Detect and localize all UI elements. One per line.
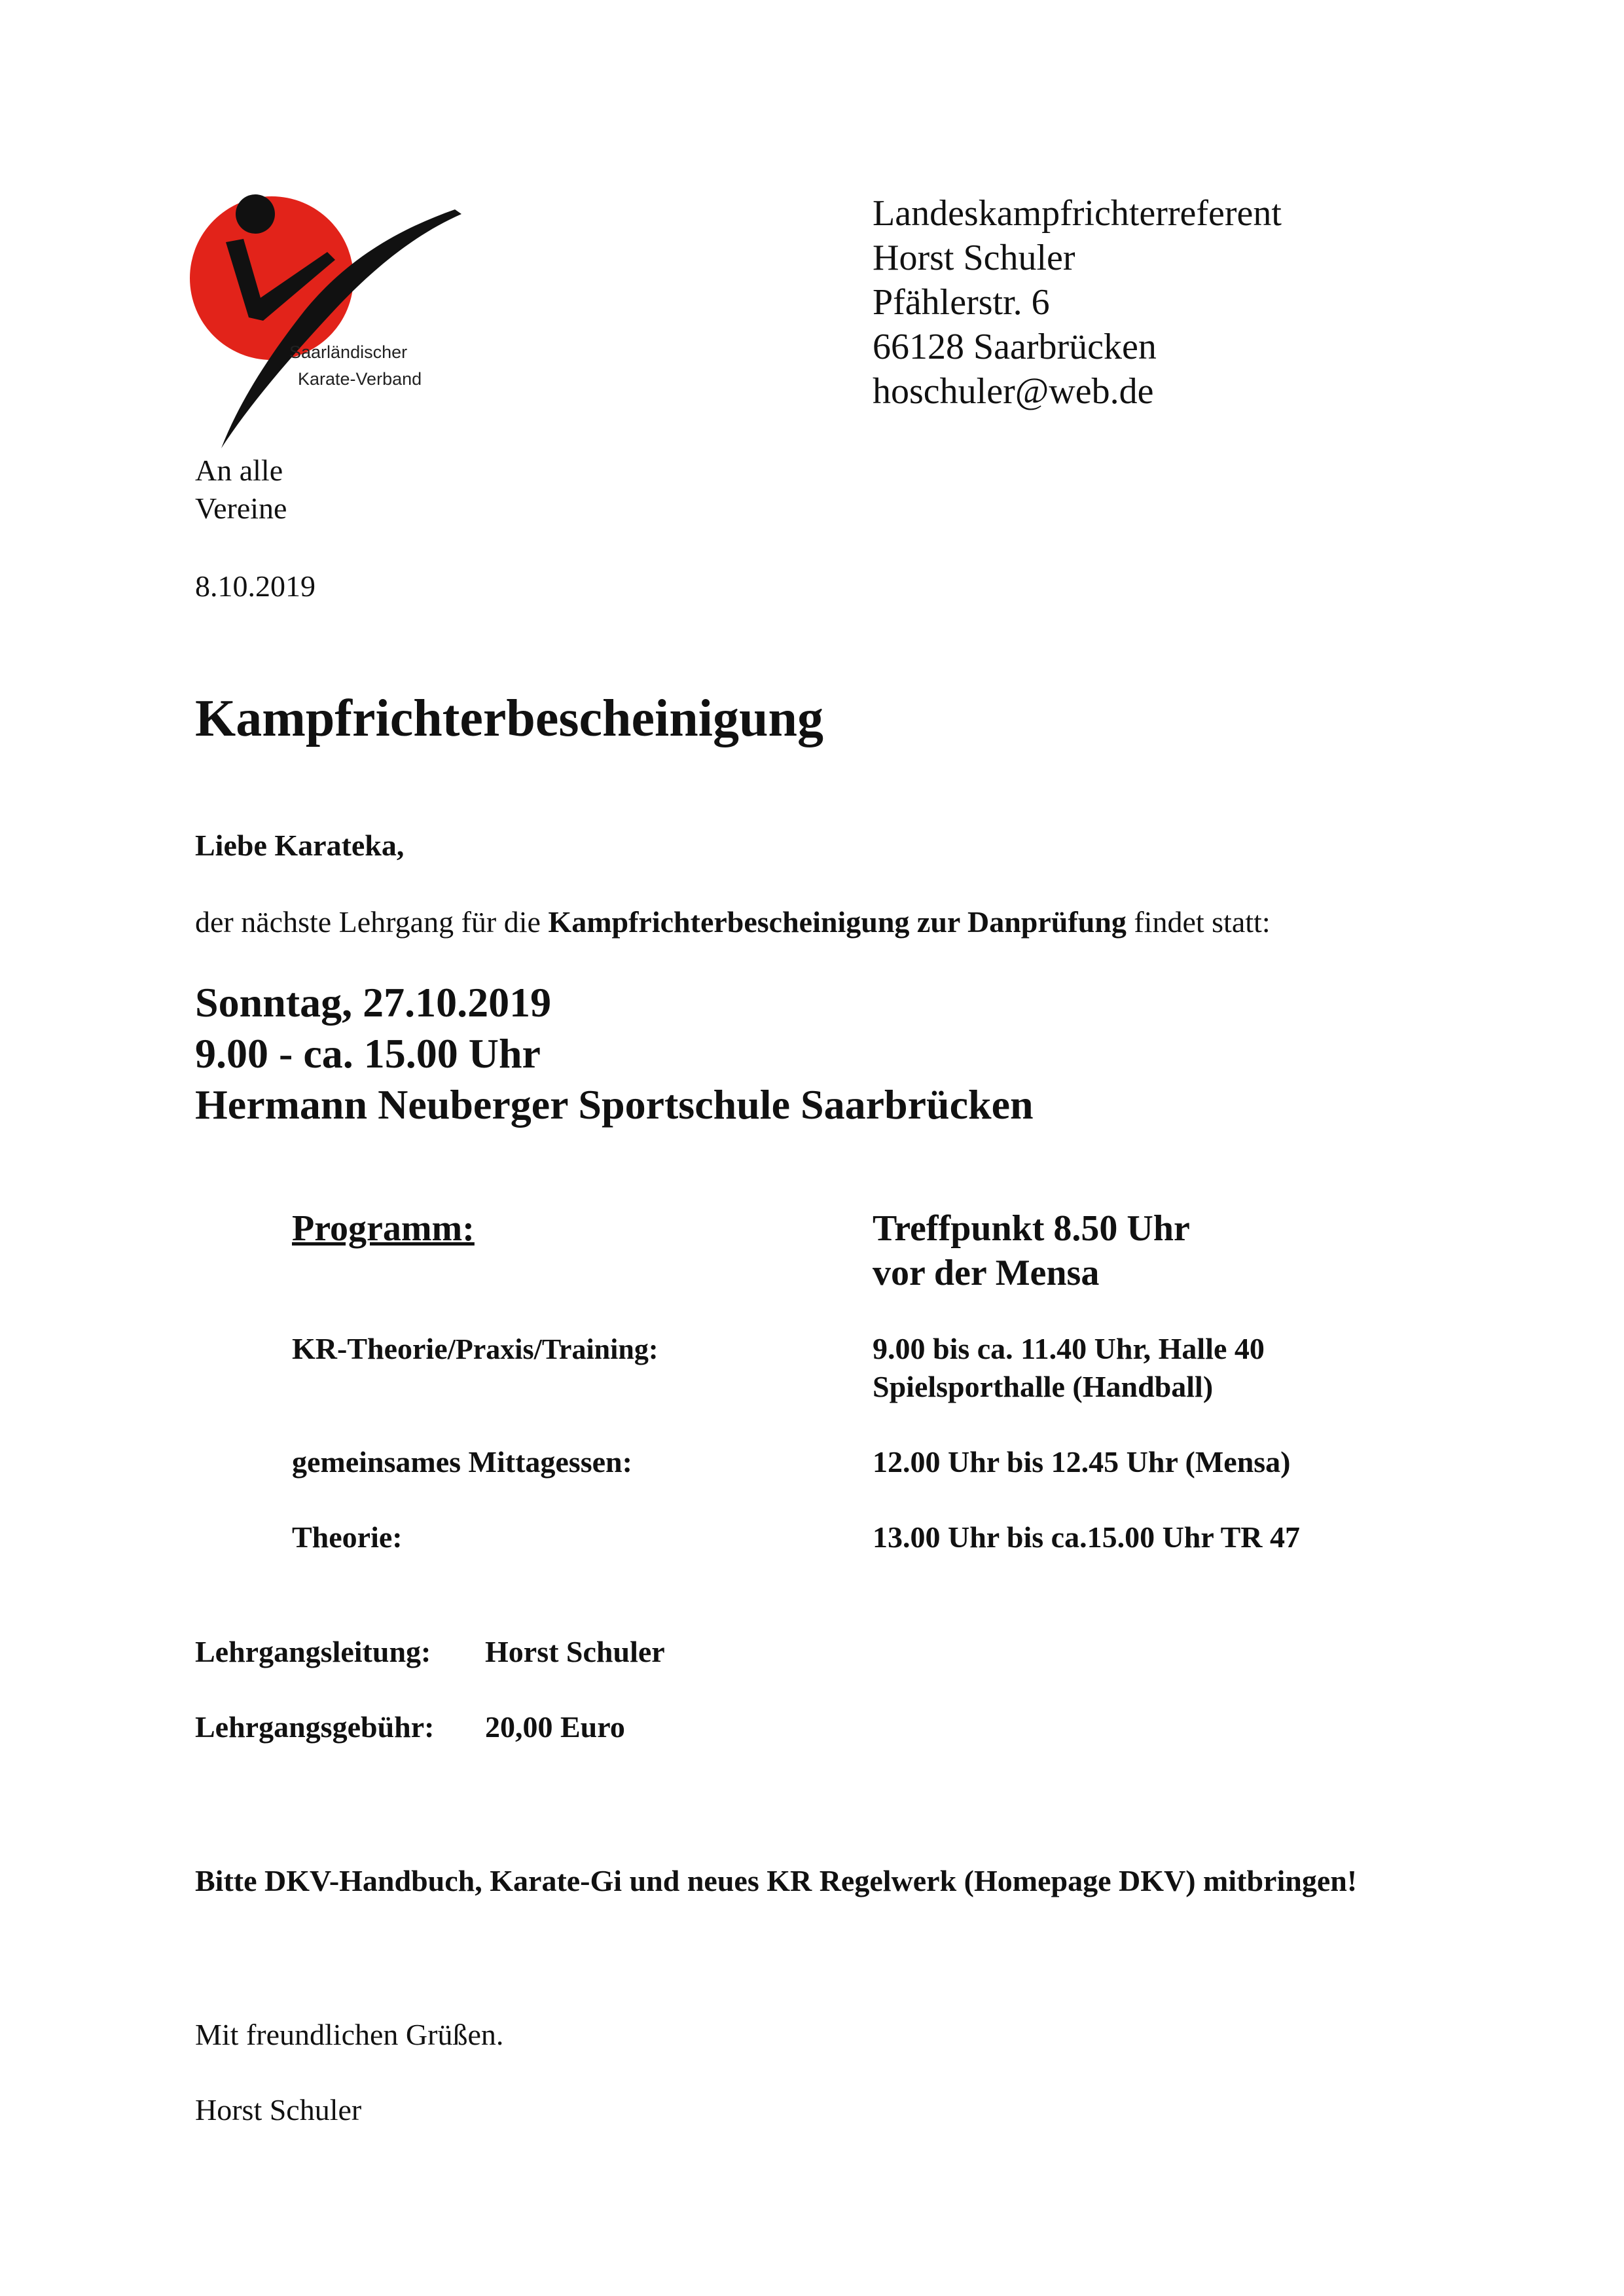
row-value-line1: 13.00 Uhr bis ca.15.00 Uhr TR 47	[873, 1520, 1301, 1554]
program-row-label: Theorie:	[292, 1520, 403, 1554]
logo-text-line1: Saarländischer	[289, 342, 408, 362]
course-fee-label: Lehrgangsgebühr:	[195, 1710, 435, 1744]
recipient-line1: An alle	[195, 454, 283, 487]
program-heading: Programm:	[292, 1208, 475, 1249]
course-fee-value: 20,00 Euro	[485, 1710, 625, 1744]
program-row-label: gemeinsames Mittagessen:	[292, 1445, 632, 1479]
row-value-line1: 9.00 bis ca. 11.40 Uhr, Halle 40	[873, 1332, 1265, 1365]
bring-notice: Bitte DKV-Handbuch, Karate-Gi und neues KR Regelwerk (Homepage DKV) mitbringen!	[195, 1864, 1358, 1897]
event-time: 9.00 - ca. 15.00 Uhr	[195, 1030, 541, 1077]
sender-address	[873, 191, 1282, 414]
event-details	[195, 977, 1034, 1130]
salutation: Liebe Karateka,	[195, 829, 405, 862]
signature-name: Horst Schuler	[195, 2093, 362, 2126]
logo-head	[236, 194, 275, 234]
intro-after: findet statt:	[1126, 905, 1271, 939]
recipient-line2: Vereine	[195, 492, 287, 525]
row-label-main: KR-Theorie	[292, 1332, 448, 1365]
row-value-line2: Spielsporthalle (Handball)	[873, 1370, 1214, 1403]
row-label-small: /Praxis/Training:	[447, 1333, 659, 1365]
course-lead-label: Lehrgangsleitung:	[195, 1635, 431, 1668]
event-location: Hermann Neuberger Sportschule Saarbrücken	[195, 1081, 1034, 1128]
intro-sentence	[195, 903, 1271, 941]
intro-before: der nächste Lehrgang für die	[195, 905, 549, 939]
logo-text-line2: Karate-Verband	[298, 369, 422, 389]
sender-name: Horst Schuler	[873, 238, 1075, 278]
program-row-value	[873, 1443, 1291, 1481]
meeting-line2: vor der Mensa	[873, 1253, 1100, 1293]
sender-city: 66128 Saarbrücken	[873, 327, 1157, 367]
event-day: Sonntag, 27.10.2019	[195, 979, 552, 1026]
program-row-value	[873, 1518, 1300, 1556]
letter-date: 8.10.2019	[195, 569, 316, 603]
sender-street: Pfählerstr. 6	[873, 282, 1050, 323]
sender-email: hoschuler@web.de	[873, 371, 1154, 412]
document-title: Kampfrichterbescheinigung	[195, 690, 823, 747]
program-row-value	[873, 1330, 1265, 1406]
saarland-karate-logo	[190, 187, 465, 452]
intro-bold: Kampfrichterbescheinigung zur Danprüfung	[548, 905, 1127, 939]
program-meeting-point	[873, 1206, 1190, 1295]
recipient-address	[195, 452, 287, 528]
sender-title: Landeskampfrichterreferent	[873, 193, 1282, 234]
meeting-line1: Treffpunkt 8.50 Uhr	[873, 1208, 1190, 1249]
course-lead-value: Horst Schuler	[485, 1635, 665, 1668]
closing-greeting: Mit freundlichen Grüßen.	[195, 2018, 504, 2051]
program-row-label	[292, 1330, 658, 1369]
row-value-line1: 12.00 Uhr bis 12.45 Uhr (Mensa)	[873, 1445, 1291, 1479]
